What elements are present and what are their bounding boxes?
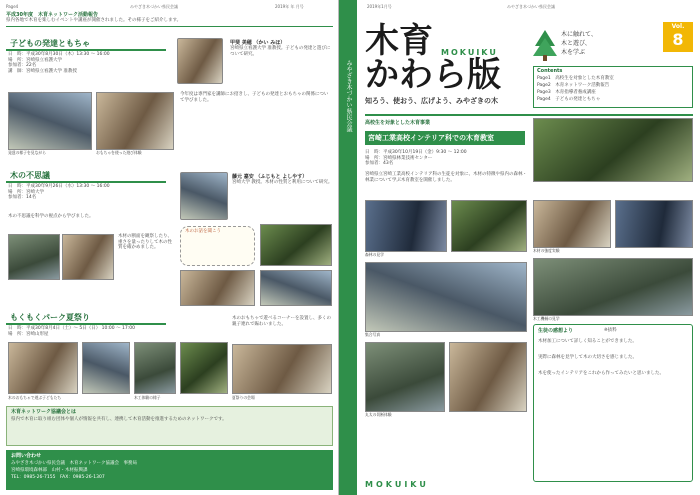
profile-text: 宮崎県立看護大学 准教授。子どもの発達と遊びについて研究。 bbox=[230, 46, 331, 57]
left-header-page: Page4 bbox=[6, 4, 19, 9]
feature-rule bbox=[365, 114, 693, 116]
contents-item-1[interactable]: Page1 高校生を対象とした木育教室 bbox=[537, 76, 614, 81]
slogan-line1: 木に触れて、 bbox=[561, 31, 597, 38]
feature-place: 場 所：宮崎県林業技術センター bbox=[365, 155, 433, 161]
contents-title: Contents bbox=[537, 68, 563, 74]
network-title: 木育ネットワーク協議会とは bbox=[11, 409, 77, 415]
section2-dialog-text: 木のお話を聞こう bbox=[185, 229, 221, 234]
intro-title: 平成30年度 木育ネットワーク活動報告 bbox=[6, 12, 98, 18]
feature-body: 宮崎県立宮崎工業高校インテリア科の生徒を対象に、木材の特徴や県内の森林・林業について学ぶ木育教室を開催しました。 bbox=[365, 172, 527, 183]
section2-photo-3 bbox=[260, 224, 332, 266]
profile-block bbox=[230, 40, 334, 57]
section3-cap3: 夏祭りの会場 bbox=[232, 395, 255, 400]
section3-date: 日 時：平成30年8月4日（土）～ 5日（日） 10:00 ～ 17:00 bbox=[8, 326, 135, 331]
section1-title: 子どもの発達ともちゃ bbox=[6, 38, 166, 51]
section1-cap2: おもちゃを使った遊び体験 bbox=[96, 150, 142, 155]
feature-participants: 参加者：43名 bbox=[365, 161, 394, 167]
section3-photo-1 bbox=[8, 342, 78, 394]
section1-info bbox=[8, 52, 173, 74]
feature-title: 宮崎工業高校インテリア科での木育教室 bbox=[365, 131, 525, 145]
feature-date: 日 時：平成30年10月19日（金）9:30 ～ 12:00 bbox=[365, 150, 467, 155]
section3-photo-5 bbox=[232, 344, 332, 394]
intro-block bbox=[6, 12, 333, 27]
section2-info bbox=[8, 184, 173, 201]
slogan-line3: 木を学ぶ bbox=[561, 49, 586, 56]
profile-name: 甲斐 美穂 （かい みほ） bbox=[230, 40, 286, 46]
thoughts-title: 生徒の感想より bbox=[538, 328, 574, 334]
slogan-line2: 木と遊び、 bbox=[561, 40, 591, 47]
photo-a bbox=[365, 200, 447, 252]
section2-participants: 参加者：14名 bbox=[8, 195, 37, 201]
section1-place: 場 所：宮崎県立看護大学 bbox=[8, 57, 62, 63]
network-box bbox=[6, 406, 333, 446]
section3-title: もくもくパーク夏祭り bbox=[6, 312, 166, 325]
photo-f bbox=[533, 200, 611, 248]
section2-profile bbox=[232, 174, 334, 186]
feature-info bbox=[365, 150, 527, 167]
contents-item-2[interactable]: Page2 木育ネットワーク活動報告 bbox=[537, 83, 610, 88]
thought-2: 実際に森林を見学して木の大切さを感じました。 bbox=[538, 355, 637, 360]
section3-body: 木のおもちゃで遊べるコーナーを設置し、多くの親子連れで賑わいました。 bbox=[232, 316, 331, 327]
photo-h bbox=[533, 258, 693, 316]
photo-g bbox=[615, 200, 693, 248]
section2-title: 木の不思議 bbox=[6, 170, 166, 183]
section3-place: 場 所：宮崎山形屋 bbox=[8, 331, 49, 337]
contents-item-3[interactable]: Page3 木育指導者養成講座 bbox=[537, 90, 596, 95]
contact-box bbox=[6, 450, 333, 490]
caption-b: 木材の強度実験 bbox=[533, 248, 560, 253]
contact-title: お問い合わせ bbox=[11, 453, 42, 459]
section2-lecturer-photo bbox=[180, 172, 228, 220]
right-header-center: みやざき木づかい県民会議 bbox=[507, 4, 555, 9]
section2-dialog-bubble bbox=[180, 226, 255, 266]
section1-participants: 参加者：22名 bbox=[8, 63, 37, 69]
vol-number: 8 bbox=[672, 30, 684, 49]
section1-photo-2 bbox=[96, 92, 174, 150]
contact-line1: みやざき木づかい県民会議 木育ネットワーク協議会 事務局 bbox=[11, 461, 137, 466]
section1-lecturer: 講 師：宮崎県立看護大学 准教授 bbox=[8, 68, 77, 74]
left-header-date: 2019年 年 月号 bbox=[275, 4, 304, 9]
vol-badge bbox=[663, 22, 693, 52]
intro-text: 県内各地で木育を楽しむイベントや講座が開催されました。その様子をご紹介します。 bbox=[6, 18, 182, 24]
thought-3: 木を使ったインテリアをこれから作ってみたいと思いました。 bbox=[538, 371, 664, 376]
contents-item-4[interactable]: Page4 子どもの発達ともちゃ bbox=[537, 97, 601, 102]
section2-photo-1 bbox=[8, 234, 60, 280]
section2-photo-4 bbox=[180, 270, 255, 306]
section3-cap2: 木工体験の様子 bbox=[134, 395, 161, 400]
photo-c bbox=[365, 262, 527, 332]
logo-line2: かわら版 bbox=[365, 55, 501, 95]
section2-profile-name: 藤元 嘉安 （ふじもと よしやす） bbox=[232, 174, 308, 180]
section1-date: 日 時：平成30年8月30日（木）13:30 ～ 16:00 bbox=[8, 52, 110, 57]
contents-box bbox=[533, 66, 693, 108]
feature-photo-main bbox=[533, 118, 693, 182]
section1-cap1: 発達の様子を見ながら bbox=[8, 150, 46, 155]
caption-e: 木工機械の見学 bbox=[533, 316, 560, 321]
section2-date: 日 時：平成30年9月26日（水）13:30 ～ 16:00 bbox=[8, 184, 110, 189]
section2-photo-2 bbox=[62, 234, 114, 280]
logo-line1: 木育 bbox=[365, 21, 433, 61]
section2-place: 場 所：宮崎大学 bbox=[8, 189, 44, 195]
section3-photo-3 bbox=[134, 342, 176, 394]
thoughts-box bbox=[533, 324, 693, 482]
section2-body: 木の不思議を科学の視点から学びました。 bbox=[8, 214, 94, 219]
lecturer-photo bbox=[177, 38, 223, 84]
footer-logo: MOKUIKU bbox=[365, 480, 429, 489]
section2-photo-5 bbox=[260, 270, 332, 306]
caption-c: 集合写真 bbox=[365, 332, 381, 337]
section3-cap1: 木のおもちゃで遊ぶ子どもたち bbox=[8, 395, 62, 400]
tree-icon bbox=[532, 28, 558, 62]
left-page bbox=[0, 0, 339, 495]
thought-1: 木材加工について詳しく知ることができました。 bbox=[538, 339, 637, 344]
spine-text: みやざき木づかい県民会議 bbox=[345, 60, 352, 132]
section3-photo-2 bbox=[82, 342, 130, 394]
photo-e bbox=[449, 342, 527, 412]
thoughts-label: ※抜粋 bbox=[604, 328, 617, 333]
photo-d bbox=[365, 342, 445, 412]
photo-b bbox=[451, 200, 527, 252]
section1-photo-1 bbox=[8, 92, 92, 150]
logo-roman: MOKUIKU bbox=[441, 48, 498, 57]
right-page bbox=[357, 0, 700, 495]
feature-kicker: 高校生を対象とした木育事業 bbox=[365, 120, 431, 126]
section3-info bbox=[8, 326, 228, 337]
section3-photo-4 bbox=[180, 342, 228, 394]
left-header-center: みやざき木づかい県民会議 bbox=[130, 4, 178, 9]
slogan bbox=[561, 30, 597, 57]
spine bbox=[339, 0, 357, 495]
caption-a: 森林の見学 bbox=[365, 252, 384, 257]
subtitle: 知ろう、使おう、広げよう、みやざきの木 bbox=[365, 97, 498, 105]
section1-body: 今年度は専門家を講師にお招きし、子どもの発達とおもちゃの関係について学びました。 bbox=[180, 92, 329, 103]
section2-profile-text: 宮崎大学 教授。木材の性質と利用について研究。 bbox=[232, 180, 333, 186]
caption-d: 丸太の切断体験 bbox=[365, 412, 392, 417]
section2-body2: 木材の断面を観察したり、重さを量ったりして木の性質を確かめました。 bbox=[118, 234, 172, 251]
vol-label: Vol. bbox=[671, 23, 685, 30]
right-header-date: 2019年1月号 bbox=[367, 4, 392, 9]
contact-line3: TEL：0985-26-7155 FAX：0985-26-1307 bbox=[11, 475, 105, 480]
network-text: 県内で木育に取り組む団体や個人が情報を共有し、連携して木育活動を推進するためのネットワークです。 bbox=[11, 417, 227, 422]
contact-line2: 宮崎県環境森林部 山村・木材振興課 bbox=[11, 468, 88, 473]
